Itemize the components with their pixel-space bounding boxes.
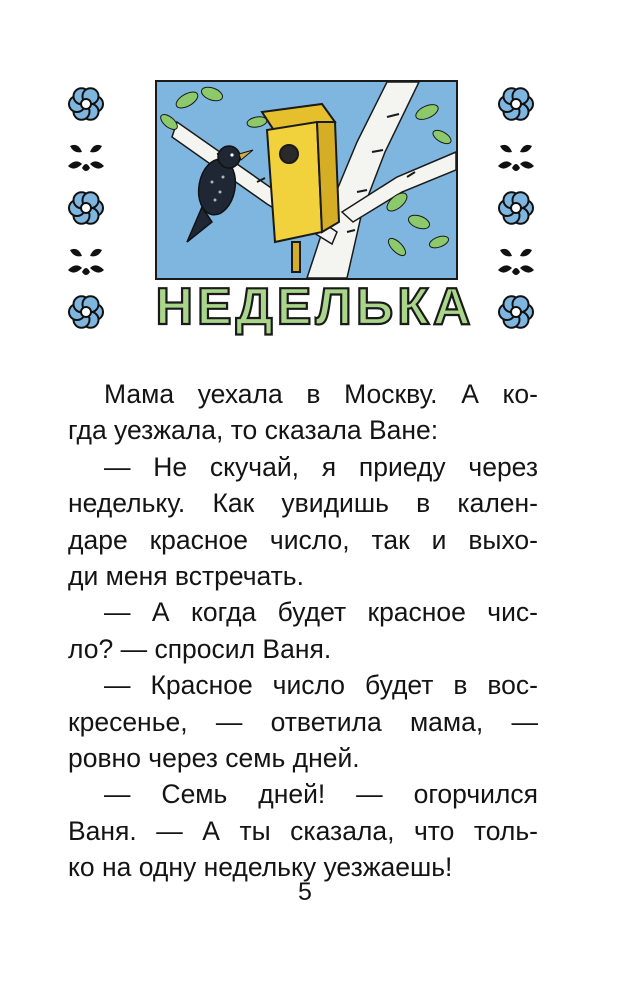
text-line: гда уезжала, то сказала Ване: bbox=[68, 415, 439, 446]
chapter-illustration bbox=[155, 80, 458, 280]
text-line: — Красное число будет в вос- bbox=[104, 670, 538, 701]
text-line: — Семь дней! — огорчился bbox=[104, 779, 538, 810]
chapter-title bbox=[100, 272, 530, 342]
flower-icon bbox=[499, 192, 533, 224]
text-line: ровно через семь дней. bbox=[68, 742, 360, 773]
birdhouse-scene bbox=[157, 82, 456, 278]
chapter-title-text: НЕДЕЛЬКА bbox=[155, 278, 475, 336]
flower-icon bbox=[499, 88, 533, 120]
leaf-sprig-icon bbox=[498, 145, 534, 171]
text-line: — А когда будет красное чис- bbox=[104, 597, 538, 628]
flower-icon bbox=[69, 296, 103, 328]
page-number: 5 bbox=[298, 878, 312, 906]
text-line: — Не скучай, я приеду через bbox=[104, 451, 538, 482]
text-line: Мама уехала в Москву. А ко- bbox=[104, 379, 538, 409]
flower-icon bbox=[69, 192, 103, 224]
text-line: ко на одну недельку уезжаешь! bbox=[68, 852, 453, 883]
text-line: Ваня. — А ты сказала, что толь- bbox=[68, 815, 538, 846]
flower-icon bbox=[69, 88, 103, 120]
leaf-sprig-icon bbox=[68, 249, 104, 275]
text-line: недельку. Как увидишь в кален- bbox=[68, 488, 538, 519]
leaf-sprig-icon bbox=[68, 145, 104, 171]
story-text bbox=[68, 376, 538, 885]
text-line: ло? — спросил Ваня. bbox=[68, 633, 332, 664]
text-line: кресенье, — ответила мама, — bbox=[68, 706, 538, 737]
text-line: даре красное число, так и выхо- bbox=[68, 524, 538, 555]
text-line: ди меня встречать. bbox=[68, 560, 304, 591]
